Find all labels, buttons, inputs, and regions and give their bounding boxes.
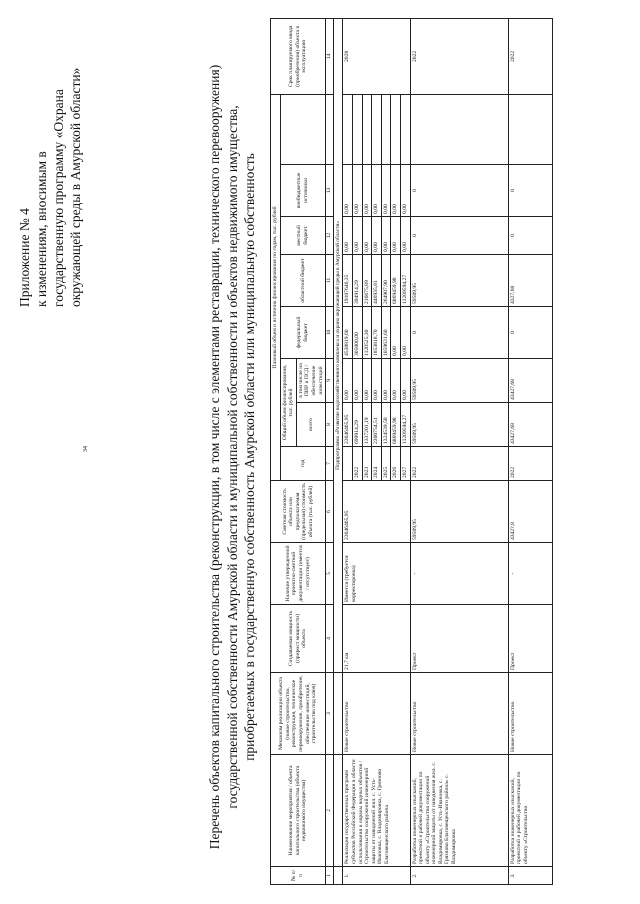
header-funding: Плановый объем и источник финансирования по годам, тыс. рублей <box>271 94 281 480</box>
table-row: 2025 1324539,50 0,00 1059631,60 264907,90 0,00 0,00 <box>381 18 391 884</box>
header-num: № п/п <box>271 867 326 885</box>
header-regional: областной бюджет <box>280 255 326 307</box>
table-row: 2022 699914,29 0,00 305000,00 394914,29 0,00 0,00 <box>352 18 362 884</box>
appendix-line-2: к изменениям, вносимым в <box>34 151 49 307</box>
appendix-line-1: Приложение № 4 <box>17 208 32 307</box>
header-federal: федеральный бюджет <box>280 307 326 359</box>
objects-table <box>270 18 553 885</box>
table-row: 2027 11209594,27 0,00 0,00 11209594,27 0,00 0,00 <box>400 18 410 884</box>
column-numbers-row: 1 2 3 4 5 6 7 8 9 10 11 12 13 14 <box>326 18 334 884</box>
table-row: 3. Разработка инженерных изысканий, проектной и рабочей документации по объекту «Строительство Новое строительство Проект - 4342?,8 2022 43427,68 43427,68 0 4327,68 0 0 2022 <box>508 18 552 884</box>
table-row: 2023 1337201,19 0,00 1120525,30 216675,89 0,00 0,00 <box>362 18 372 884</box>
header-offbudget: внебюджетные источники <box>280 165 326 217</box>
header-estimate: Сметная стоимость объекта или предполагаемая (предельная) стоимость объекта (тыс. рублей) <box>271 481 326 543</box>
appendix-header <box>16 7 84 307</box>
table-row: 2024 2300754,51 0,00 1853818,70 446935,81 0,00 0,00 <box>372 18 382 884</box>
header-incl-pir: в том числе на ПИР и ПСД / обеспечение инвестиций <box>296 359 325 403</box>
header-capacity: Создаваемая мощность (прирост мощности) объекта <box>271 605 326 673</box>
header-empty <box>280 94 326 164</box>
table-row: 2. Разработка инженерных изысканий, проектной и рабочей документации по объекту «Строительство сооружений инженерной защиты от наводнения жил. с. Владимировка, с. Усть-Ивановка, с. Грязново Благовещенского района» с. Владимировка Новое строительство Проект - 59589,95 2022 59589,95 59589,95 0 59589,95 0 0 2022 <box>410 18 508 884</box>
subprogram-title: Подпрограмма «Развитие водохозяйственного комплекса и охрана окружающей среды в Амурской области» <box>333 18 343 672</box>
header-name: Наименование мероприятия / объекта капитального строительства (объекта недвижимого имущества) <box>271 755 326 867</box>
document-title: Перечень объектов капитального строительства (реконструкции, в том числе с элементами реставрации, технического перевооружения) государственной собственности Амурской области и муниципальной собственности и объектов недвижимого имущества, приобретаемых в государственную собственность Амурской области или муниципальную собственность <box>207 64 257 850</box>
header-deadline: Срок планируемого ввода (приобретения) объекта в эксплуатацию <box>271 18 326 94</box>
header-local: местный бюджет <box>280 217 326 255</box>
header-year: год <box>280 447 326 481</box>
appendix-line-4: окружающей среды в Амурской области» <box>68 67 83 307</box>
header-mechanism: Механизм реализации объекта (новое строительство, реконструкция, техническое перевооружение, приобретение, обеспечение инвестиций, строительство под ключ) <box>271 673 326 755</box>
table-row: 1. Реализация государственных программ субъектов Российской Федерации в области использования и охраны водных объектов / Строительство сооружений инженерной защиты от наводнений жил. с. Усть-Ивановка, с. Владимировка, с. Грязново Благовещенского района Новое строительство 21,7 км Имеется (требуется корректировка) 23646465,95 23646465,95 0,00 4538819,60 19107646,35 0,00 0,00 2028 <box>343 18 353 884</box>
subprogram-row <box>333 18 343 884</box>
page-number: 34 <box>83 446 89 452</box>
header-total-volume: Общий объем финансирования, тыс. рублей <box>280 359 296 447</box>
table-row: 2026 6869459,98 0,00 0,00 6869459,98 0,00 0,00 <box>391 18 401 884</box>
header-psd: Наличие утвержденной проектно-сметной документации (имеется / отсутствует) <box>271 543 326 605</box>
rotated-page <box>2 2 638 902</box>
appendix-line-3: государственную программу «Охрана <box>51 89 66 307</box>
header-total: всего <box>296 403 325 447</box>
